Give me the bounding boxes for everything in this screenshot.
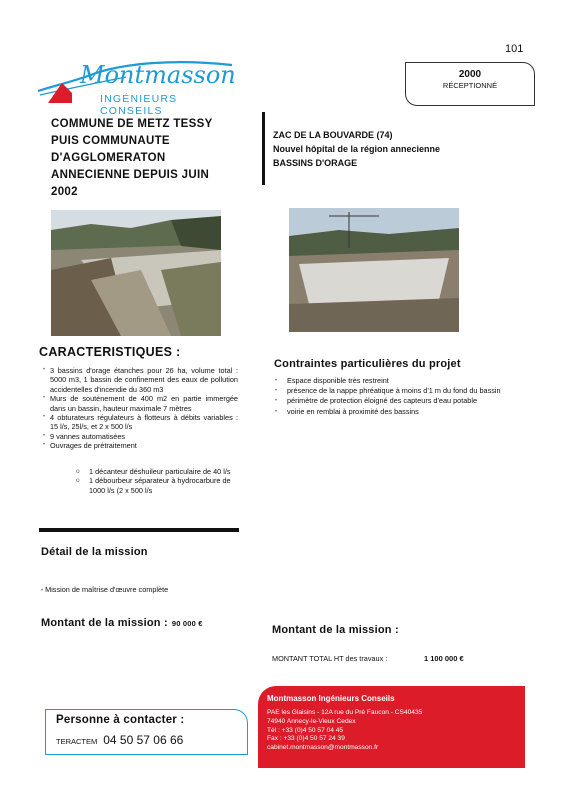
logo-subtitle: INGÉNIEURS CONSEILS — [100, 93, 178, 117]
client-name — [51, 116, 246, 201]
mission-detail-title: Détail de la mission — [41, 546, 148, 558]
list-item: o 1 débourbeur séparateur à hydrocarbure de 1000 l/s (2 x 500 l/s — [76, 476, 240, 495]
contact-box — [45, 709, 248, 755]
mission-amount-right-title: Montant de la mission : — [272, 624, 399, 636]
list-item: • 4 obturateurs régulateurs à flotteurs à débits variables : 15 l/s, 25l/s, et 2 x 500 l/s — [43, 413, 238, 432]
client-line: PUIS COMMUNAUTE — [51, 135, 170, 147]
logo-brand: Montmasson — [80, 61, 236, 89]
list-item: • Murs de soutènement de 400 m2 en partie immergée dans un bassin, hauteur maximale 7 mètres — [43, 394, 238, 413]
page-number: 101 — [505, 43, 524, 55]
address-fax: Fax : +33 (0)4 50 57 24 39 — [267, 735, 345, 743]
client-line: D'AGGLOMERATON — [51, 152, 166, 164]
works-total-value: 1 100 000 € — [424, 654, 464, 663]
project-title — [262, 112, 440, 185]
company-logo — [36, 55, 236, 117]
characteristics-title: CARACTERISTIQUES : — [39, 345, 181, 359]
works-total-label: MONTANT TOTAL HT des travaux : — [272, 654, 388, 663]
mission-amount-label: Montant de la mission : — [41, 617, 168, 629]
address-email[interactable]: cabinet.montmasson@montmasson.fr — [267, 744, 379, 752]
year-status-box — [405, 62, 535, 106]
contact-phone: 04 50 57 06 66 — [103, 733, 184, 747]
client-line: ANNECIENNE DEPUIS JUIN — [51, 169, 210, 181]
list-item: • 3 bassins d'orage étanches pour 26 ha, volume total : 5000 m3, 1 bassin de confinement des eaux de pollution accidentelles d'incendie du 360 m3 — [43, 366, 238, 394]
company-address-block — [258, 686, 525, 768]
project-line: BASSINS D'ORAGE — [273, 158, 358, 168]
list-item: • Espace disponible très restreint — [275, 376, 545, 386]
list-item: o 1 décanteur déshuileur particulaire de 40 l/s — [76, 467, 240, 476]
mission-amount — [41, 617, 203, 629]
address-line: 74940 Annecy-le-Vieux Cedex — [267, 717, 356, 725]
address-company: Montmasson Ingénieurs Conseils — [267, 694, 395, 703]
constraints-list — [275, 376, 545, 417]
list-item: • Ouvrages de prétraitement — [43, 441, 238, 450]
mission-item — [41, 585, 168, 594]
contact-line — [56, 731, 183, 749]
completion-year: 2000 — [458, 69, 482, 80]
contact-title: Personne à contacter : — [56, 714, 185, 726]
completion-status: RÉCEPTIONNÉ — [442, 81, 498, 90]
bullet-icon: • — [41, 588, 44, 594]
list-item: • présence de la nappe phréatique à moins d'1 m du fond du bassin — [275, 386, 545, 396]
characteristics-list — [43, 366, 238, 451]
client-line: COMMUNE DE METZ TESSY — [51, 118, 213, 130]
list-item: • périmètre de protection éloigné des capteurs d'eau potable — [275, 396, 545, 406]
mission-item-text: Mission de maîtrise d'œuvre complète — [45, 585, 169, 594]
site-photo-left — [51, 210, 221, 336]
project-line: ZAC DE LA BOUVARDE (74) — [273, 130, 393, 140]
contact-organization: TERACTEM — [56, 737, 98, 746]
site-photo-right — [289, 208, 459, 332]
section-divider — [39, 528, 239, 532]
constraints-title: Contraintes particulières du projet — [274, 358, 461, 370]
pretreatment-sublist — [76, 467, 240, 495]
address-line: PAE les Glaisins - 12A rue du Pré Faucon - CS40435 — [267, 709, 423, 716]
client-line: 2002 — [51, 186, 78, 198]
address-phone: Tél : +33 (0)4 50 57 04 45 — [267, 726, 344, 734]
list-item: • voirie en remblai à proximité des bassins — [275, 407, 545, 417]
project-line: Nouvel hôpital de la région annecienne — [273, 144, 441, 154]
mission-amount-value: 90 000 € — [171, 619, 203, 628]
list-item: • 9 vannes automatisées — [43, 432, 238, 441]
